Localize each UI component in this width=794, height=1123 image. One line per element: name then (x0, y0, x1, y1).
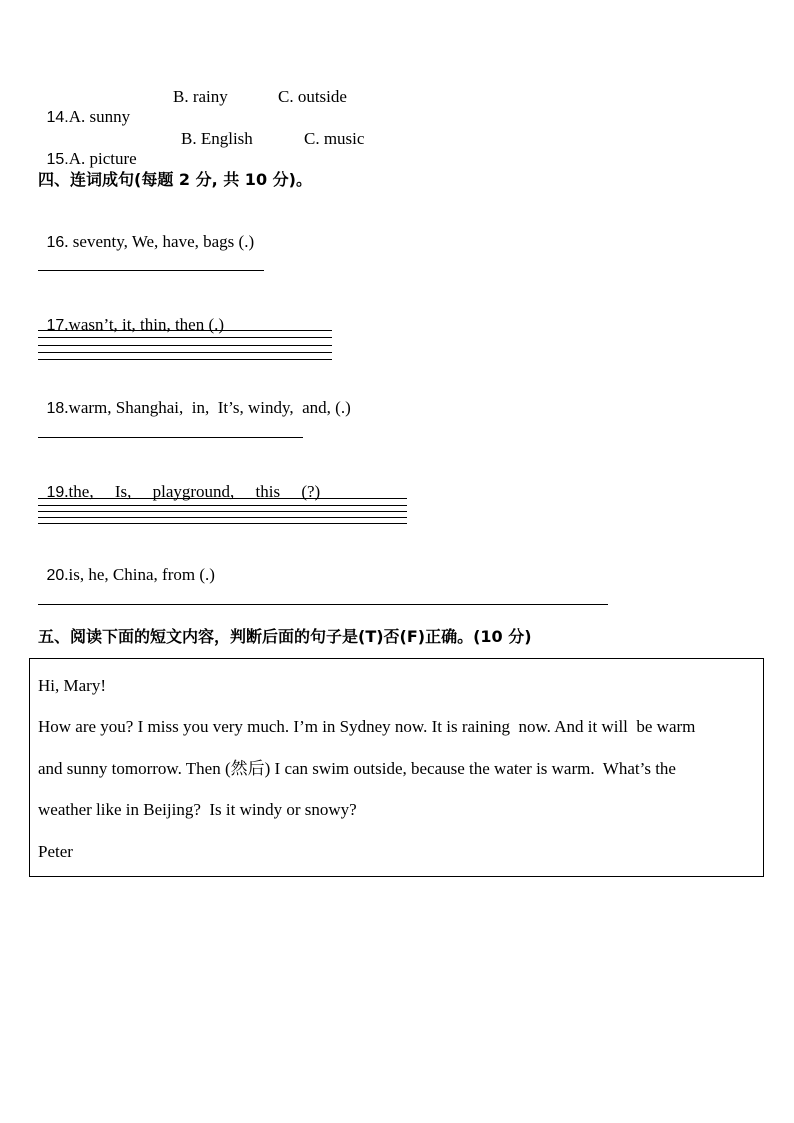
question-15 (38, 129, 137, 170)
answer-line (38, 437, 303, 438)
q15-option-c: C. music (304, 129, 365, 148)
letter-line-1: How are you? I miss you very much. I’m in Sydney now. It is raining now. And it will be warm (38, 717, 696, 736)
answer-line (38, 270, 264, 271)
option-a: A. picture (68, 149, 137, 168)
question-18 (38, 378, 351, 419)
question-20 (38, 545, 215, 586)
question-number: 20 (46, 567, 65, 584)
answer-line (38, 337, 332, 338)
question-text: .wasn’t, it, thin, then (.) (64, 315, 225, 334)
answer-line (38, 359, 332, 360)
option-a: A. sunny (68, 107, 131, 126)
question-text: . seventy, We, have, bags (.) (64, 232, 255, 251)
letter-line-3: weather like in Beijing? Is it windy or snowy? (38, 800, 357, 819)
letter-signature: Peter (38, 842, 73, 861)
question-number: 14. (46, 109, 69, 126)
question-number: 15. (46, 151, 69, 168)
question-16 (38, 212, 254, 253)
answer-line (38, 517, 407, 518)
question-number: 17 (46, 317, 65, 334)
question-19 (38, 462, 320, 503)
answer-line (38, 352, 332, 353)
answer-line (38, 498, 407, 499)
q14-option-b: B. rainy (173, 87, 228, 106)
question-number: 19 (46, 484, 65, 501)
answer-line (38, 523, 407, 524)
q14-option-c: C. outside (278, 87, 347, 106)
section-4-heading: 四、连词成句(每题 2 分, 共 10 分)。 (38, 170, 312, 189)
answer-line (38, 345, 332, 346)
question-number: 16 (46, 234, 65, 251)
question-text: .is, he, China, from (.) (64, 565, 215, 584)
answer-line (38, 330, 332, 331)
answer-line (38, 604, 608, 605)
question-number: 18 (46, 400, 65, 417)
answer-line (38, 505, 407, 506)
letter-line-2: and sunny tomorrow. Then (然后) I can swim outside, because the water is warm. What’s the (38, 759, 676, 778)
section-5-heading: 五、阅读下面的短文内容，判断后面的句子是(T)否(F)正确。(10 分) (38, 627, 532, 646)
question-text: .warm, Shanghai, in, It’s, windy, and, (.) (64, 398, 351, 417)
letter-greeting: Hi, Mary! (38, 676, 106, 695)
answer-line (38, 511, 407, 512)
q15-option-b: B. English (181, 129, 253, 148)
question-14 (38, 87, 130, 128)
question-text: .the, Is, playground, this (?) (64, 482, 321, 501)
